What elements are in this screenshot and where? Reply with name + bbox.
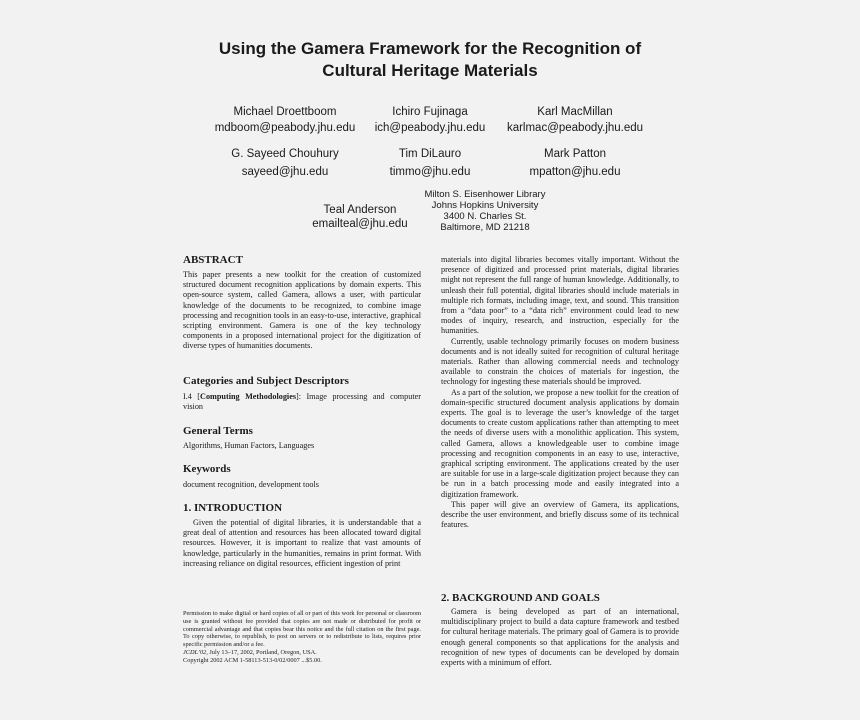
general-terms-heading: General Terms <box>183 425 253 437</box>
affiliation-line: Milton S. Eisenhower Library <box>424 189 546 200</box>
author-email: karlmac@peabody.jhu.edu <box>506 122 644 134</box>
background-paragraph: Gamera is being developed as part of an international, multidisciplinary project to build a data capture framework and testbed for cultural heritage materials. The primary goal of Gamera is to provide enough general components so that applications for the analysis and recognition of new types of documents can be developed by domain experts with a minimum of effort. <box>441 607 679 668</box>
author-email: emailteal@jhu.edu <box>312 218 408 230</box>
author-block <box>360 146 500 180</box>
author-name: Michael Droettboom <box>233 106 337 118</box>
author-email: timmo@jhu.edu <box>389 166 471 178</box>
category-rest: ]: Image processing and computer vision <box>183 392 422 412</box>
introduction-paragraph: Given the potential of digital libraries, it is understandable that a great deal of attention and resources has been allocated toward digital resources. However, it is important to realize that vast amounts of knowledge, particularly in the humanities, remains in print format. With increasing reliance on digital resources, efficient ingestion of print <box>183 518 421 568</box>
title-line-1: Using the Gamera Framework for the Recognition of <box>218 39 642 58</box>
affiliation-line: Johns Hopkins University <box>431 200 539 211</box>
general-terms-text <box>183 441 421 451</box>
categories-heading: Categories and Subject Descriptors <box>183 375 349 387</box>
copyright-text: Copyright 2002 ACM 1-58113-513-0/02/0007 ...$5.00. <box>183 656 322 664</box>
author-email: sayeed@jhu.edu <box>241 166 329 178</box>
abstract-paragraph: This paper presents a new toolkit for the creation of customized structured document recognition applications by domain experts. This open-source system, called Gamera, allows a user, with particular knowledge of the documents to be recognized, to combine image processing and recognition tools in an easy-to-use, interactive, graphical scripting environment. Gamera is one of the key technology components in a proposed international project for the digitization of diverse types of humanities documents. <box>183 270 421 351</box>
author-name: Tim DiLauro <box>398 148 462 160</box>
author-name: G. Sayeed Chouhury <box>231 148 339 160</box>
introduction-paragraph: As a part of the solution, we propose a new toolkit for the creation of domain-specific structured document analysis applications by domain experts. The goal is to leverage the user’s knowledge of the target documents to create custom applications rather than attempting to meet the needs of diverse users with a monolithic application. This system, called Gamera, allows a knowledgeable user to combine image processing and recognition components in an easy to use, interactive, graphical scripting environment. The applications created by the user are suitable for use in a large-scale digitization project because they can be run in a batch processing mode and easily integrated into a digitization framework. <box>441 387 679 499</box>
title-line-2: Cultural Heritage Materials <box>322 61 538 80</box>
abstract-text <box>183 270 421 352</box>
keywords-text <box>183 480 421 490</box>
keywords-heading: Keywords <box>183 463 231 475</box>
keywords-paragraph: document recognition, development tools <box>183 480 319 489</box>
background-text <box>441 607 679 668</box>
author-block <box>290 202 430 232</box>
affiliation-line: 3400 N. Charles St. <box>443 211 527 222</box>
introduction-paragraph: This paper will give an overview of Gamera, its applications, describe the user environment, and briefly discuss some of its technical features. <box>441 499 679 530</box>
introduction-paragraph: materials into digital libraries becomes vitally important. Without the presence of digitized and processed print materials, digital libraries might not represent the full range of human knowledge. Additionally, to unleash their full potential, digital libraries should include materials in multiple rich formats, including image, text, and sound. This transition from a “data poor” to a “data rich” environment could lead to new modes of inquiry, research, and instruction, especially for the humanities. <box>441 255 679 336</box>
affiliation <box>420 189 550 233</box>
category-code: I.4 [ <box>183 392 201 401</box>
author-block <box>495 104 655 136</box>
author-block <box>205 146 365 180</box>
permission-footnote <box>183 610 421 665</box>
abstract-heading: ABSTRACT <box>183 254 243 266</box>
author-name: Ichiro Fujinaga <box>392 106 468 118</box>
author-name: Teal Anderson <box>323 204 397 216</box>
author-block <box>360 104 500 136</box>
author-name: Karl MacMillan <box>537 106 613 118</box>
author-block <box>205 104 365 136</box>
author-block <box>495 146 655 180</box>
author-email: ich@peabody.jhu.edu <box>374 122 486 134</box>
author-email: mpatton@jhu.edu <box>529 166 621 178</box>
background-heading: 2. BACKGROUND AND GOALS <box>441 592 600 604</box>
venue-details: July 13–17, 2002, Portland, Oregon, USA. <box>207 648 317 656</box>
author-email: mdboom@peabody.jhu.edu <box>214 122 356 134</box>
introduction-left-text <box>183 518 421 569</box>
introduction-heading: 1. INTRODUCTION <box>183 502 283 514</box>
author-name: Mark Patton <box>544 148 606 160</box>
permission-text: Permission to make digital or hard copies of all or part of this work for personal or classroom use is granted without fee provided that copies are not made or distributed for profit or commercial advantage and that copies bear this notice and the full citation on the first page. To copy otherwise, to republish, to post on servers or to redistribute to lists, requires prior specific permission and/or a fee. <box>183 610 421 649</box>
general-terms-paragraph: Algorithms, Human Factors, Languages <box>183 441 315 450</box>
category-bold: Computing Methodologies <box>200 392 297 401</box>
introduction-paragraph: Currently, usable technology primarily focuses on modern business documents and is not ideally suited for recognition of cultural heritage materials. Rather than allowing commercial needs and technology available to constrain the choices of materials for ingestion, the technology for ingesting these materials should be improved. <box>441 336 679 387</box>
affiliation-line: Baltimore, MD 21218 <box>440 222 530 233</box>
venue-name: JCDL’02, <box>183 648 208 656</box>
categories-text <box>183 392 421 412</box>
introduction-right-text <box>441 255 679 530</box>
paper-title <box>120 38 740 82</box>
